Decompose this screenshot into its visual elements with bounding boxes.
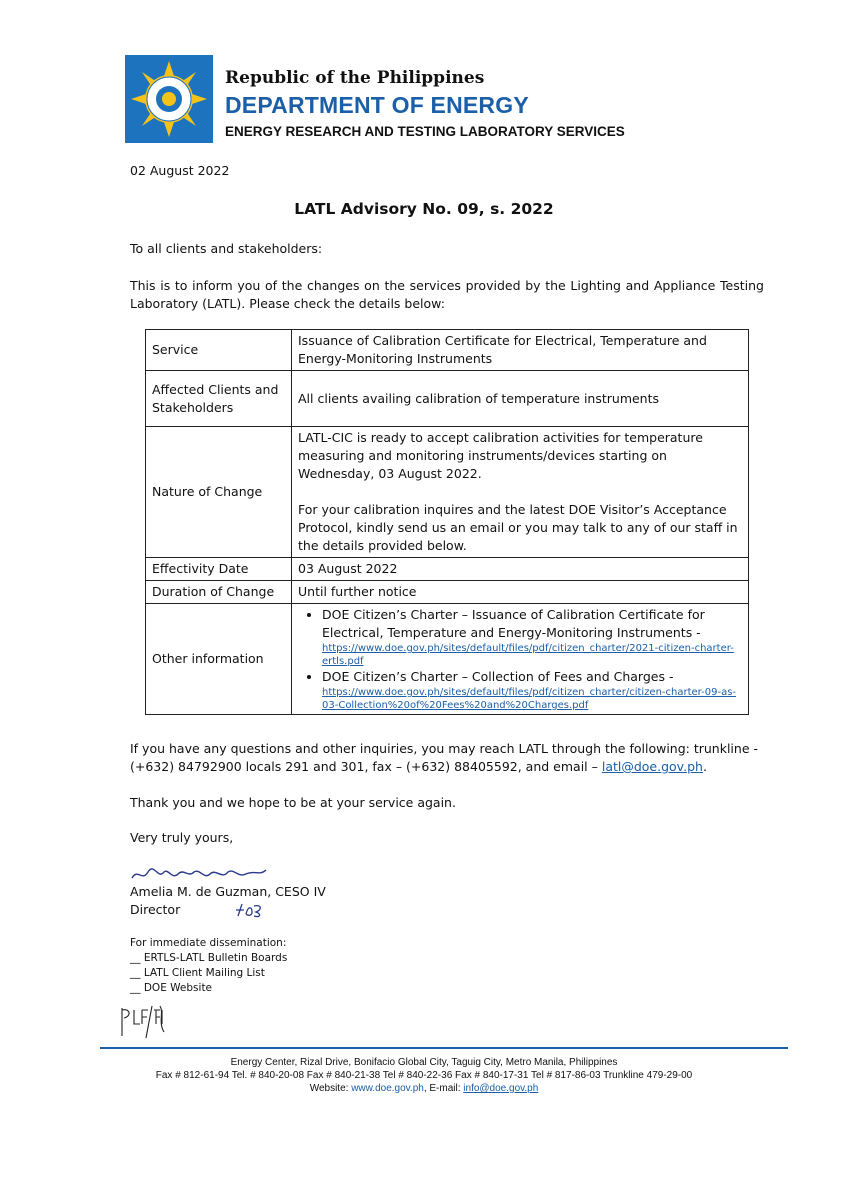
list-item <box>322 668 742 712</box>
table-row <box>146 371 749 427</box>
doe-seal-icon <box>125 55 213 143</box>
doe-logo <box>125 55 213 143</box>
website-label: Website: <box>309 1083 352 1094</box>
signatory-position: Director <box>130 902 181 917</box>
duration-label: Duration of Change <box>146 581 292 604</box>
handwritten-initials <box>118 1002 168 1046</box>
list-item <box>322 606 742 668</box>
affected-label: Affected Clients and Stakeholders <box>146 371 292 427</box>
table-row <box>146 604 749 715</box>
salutation: To all clients and stakeholders: <box>130 241 323 256</box>
footer-divider <box>100 1047 788 1049</box>
dissemination-heading: For immediate dissemination: <box>130 937 287 949</box>
citizen-charter-ertls-link[interactable]: https://www.doe.gov.ph/sites/default/files/pdf/citizen_charter/2021-citizen-charter-ertls.pdf <box>322 643 734 667</box>
effectivity-label: Effectivity Date <box>146 558 292 581</box>
signatory-name: Amelia M. de Guzman, CESO IV <box>130 884 326 899</box>
table-row <box>146 330 749 371</box>
nature-label: Nature of Change <box>146 427 292 558</box>
valediction: Very truly yours, <box>130 830 234 845</box>
website-link[interactable]: www.doe.gov.ph <box>351 1083 424 1094</box>
affected-value: All clients availing calibration of temperature instruments <box>292 371 749 427</box>
other-label: Other information <box>146 604 292 715</box>
email-label: , E-mail: <box>423 1083 464 1094</box>
list-item: __ LATL Client Mailing List <box>130 967 265 979</box>
table-row <box>146 581 749 604</box>
latl-email-link[interactable]: latl@doe.gov.ph <box>601 759 703 774</box>
nature-paragraph-2: For your calibration inquires and the latest DOE Visitor’s Acceptance Protocol, kindly send us an email or you may talk to any of our staff in the details provided below. <box>298 502 738 553</box>
nature-paragraph-1: LATL-CIC is ready to accept calibration activities for temperature measuring and monitoring instruments/devices starting on Wednesday, 03 August 2022. <box>298 430 703 481</box>
letter-date: 02 August 2022 <box>130 163 230 178</box>
list-item: __ DOE Website <box>130 982 213 994</box>
nature-value <box>292 427 749 558</box>
contact-paragraph <box>130 740 770 776</box>
footer-email-link[interactable]: info@doe.gov.ph <box>463 1083 539 1094</box>
other-value <box>292 604 749 715</box>
list-item: __ ERTLS-LATL Bulletin Boards <box>130 952 288 964</box>
effectivity-value: 03 August 2022 <box>292 558 749 581</box>
office-name: ENERGY RESEARCH AND TESTING LABORATORY SERVICES <box>225 124 625 139</box>
service-label: Service <box>146 330 292 371</box>
footer <box>0 1056 848 1095</box>
advisory-title: LATL Advisory No. 09, s. 2022 <box>294 200 554 218</box>
dissemination-block <box>130 936 287 996</box>
footer-web <box>0 1082 848 1095</box>
footer-phones: Fax # 812-61-94 Tel. # 840-20-08 Fax # 840-21-38 Tel # 840-22-36 Fax # 840-17-31 Tel # 817-86-03 Trunkline 479-29-00 <box>155 1070 693 1081</box>
duration-value: Until further notice <box>292 581 749 604</box>
other-info-list <box>298 606 742 712</box>
contact-end: . <box>702 759 707 774</box>
other-item-text: DOE Citizen’s Charter – Issuance of Calibration Certificate for Electrical, Temperature and Energy-Monitoring Instruments - <box>322 607 705 640</box>
service-value: Issuance of Calibration Certificate for Electrical, Temperature and Energy-Monitoring Instruments <box>292 330 749 371</box>
footer-address: Energy Center, Rizal Drive, Bonifacio Global City, Taguig City, Metro Manila, Philippines <box>230 1057 618 1068</box>
thanks-line: Thank you and we hope to be at your service again. <box>130 795 456 810</box>
intro-paragraph: This is to inform you of the changes on the services provided by the Lighting and Appliance Testing Laboratory (LATL). Please check the details below: <box>130 278 764 311</box>
table-row <box>146 427 749 558</box>
initials-mark <box>232 900 266 924</box>
citizen-charter-fees-link[interactable]: https://www.doe.gov.ph/sites/default/files/pdf/citizen_charter/citizen-charter-09-as-03-Collection%20of%20Fees%20and%20Charges.pdf <box>322 687 737 711</box>
details-table <box>145 329 749 715</box>
republic-line: Republic of the Philippines <box>225 68 485 88</box>
department-name: DEPARTMENT OF ENERGY <box>225 92 529 118</box>
contact-text: If you have any questions and other inquiries, you may reach LATL through the following: trunkline - (+632) 84792900 locals 291 and 301, fax – (+632) 88405592, and email – <box>130 741 758 774</box>
other-item-text: DOE Citizen’s Charter – Collection of Fees and Charges - <box>322 669 674 684</box>
table-row <box>146 558 749 581</box>
